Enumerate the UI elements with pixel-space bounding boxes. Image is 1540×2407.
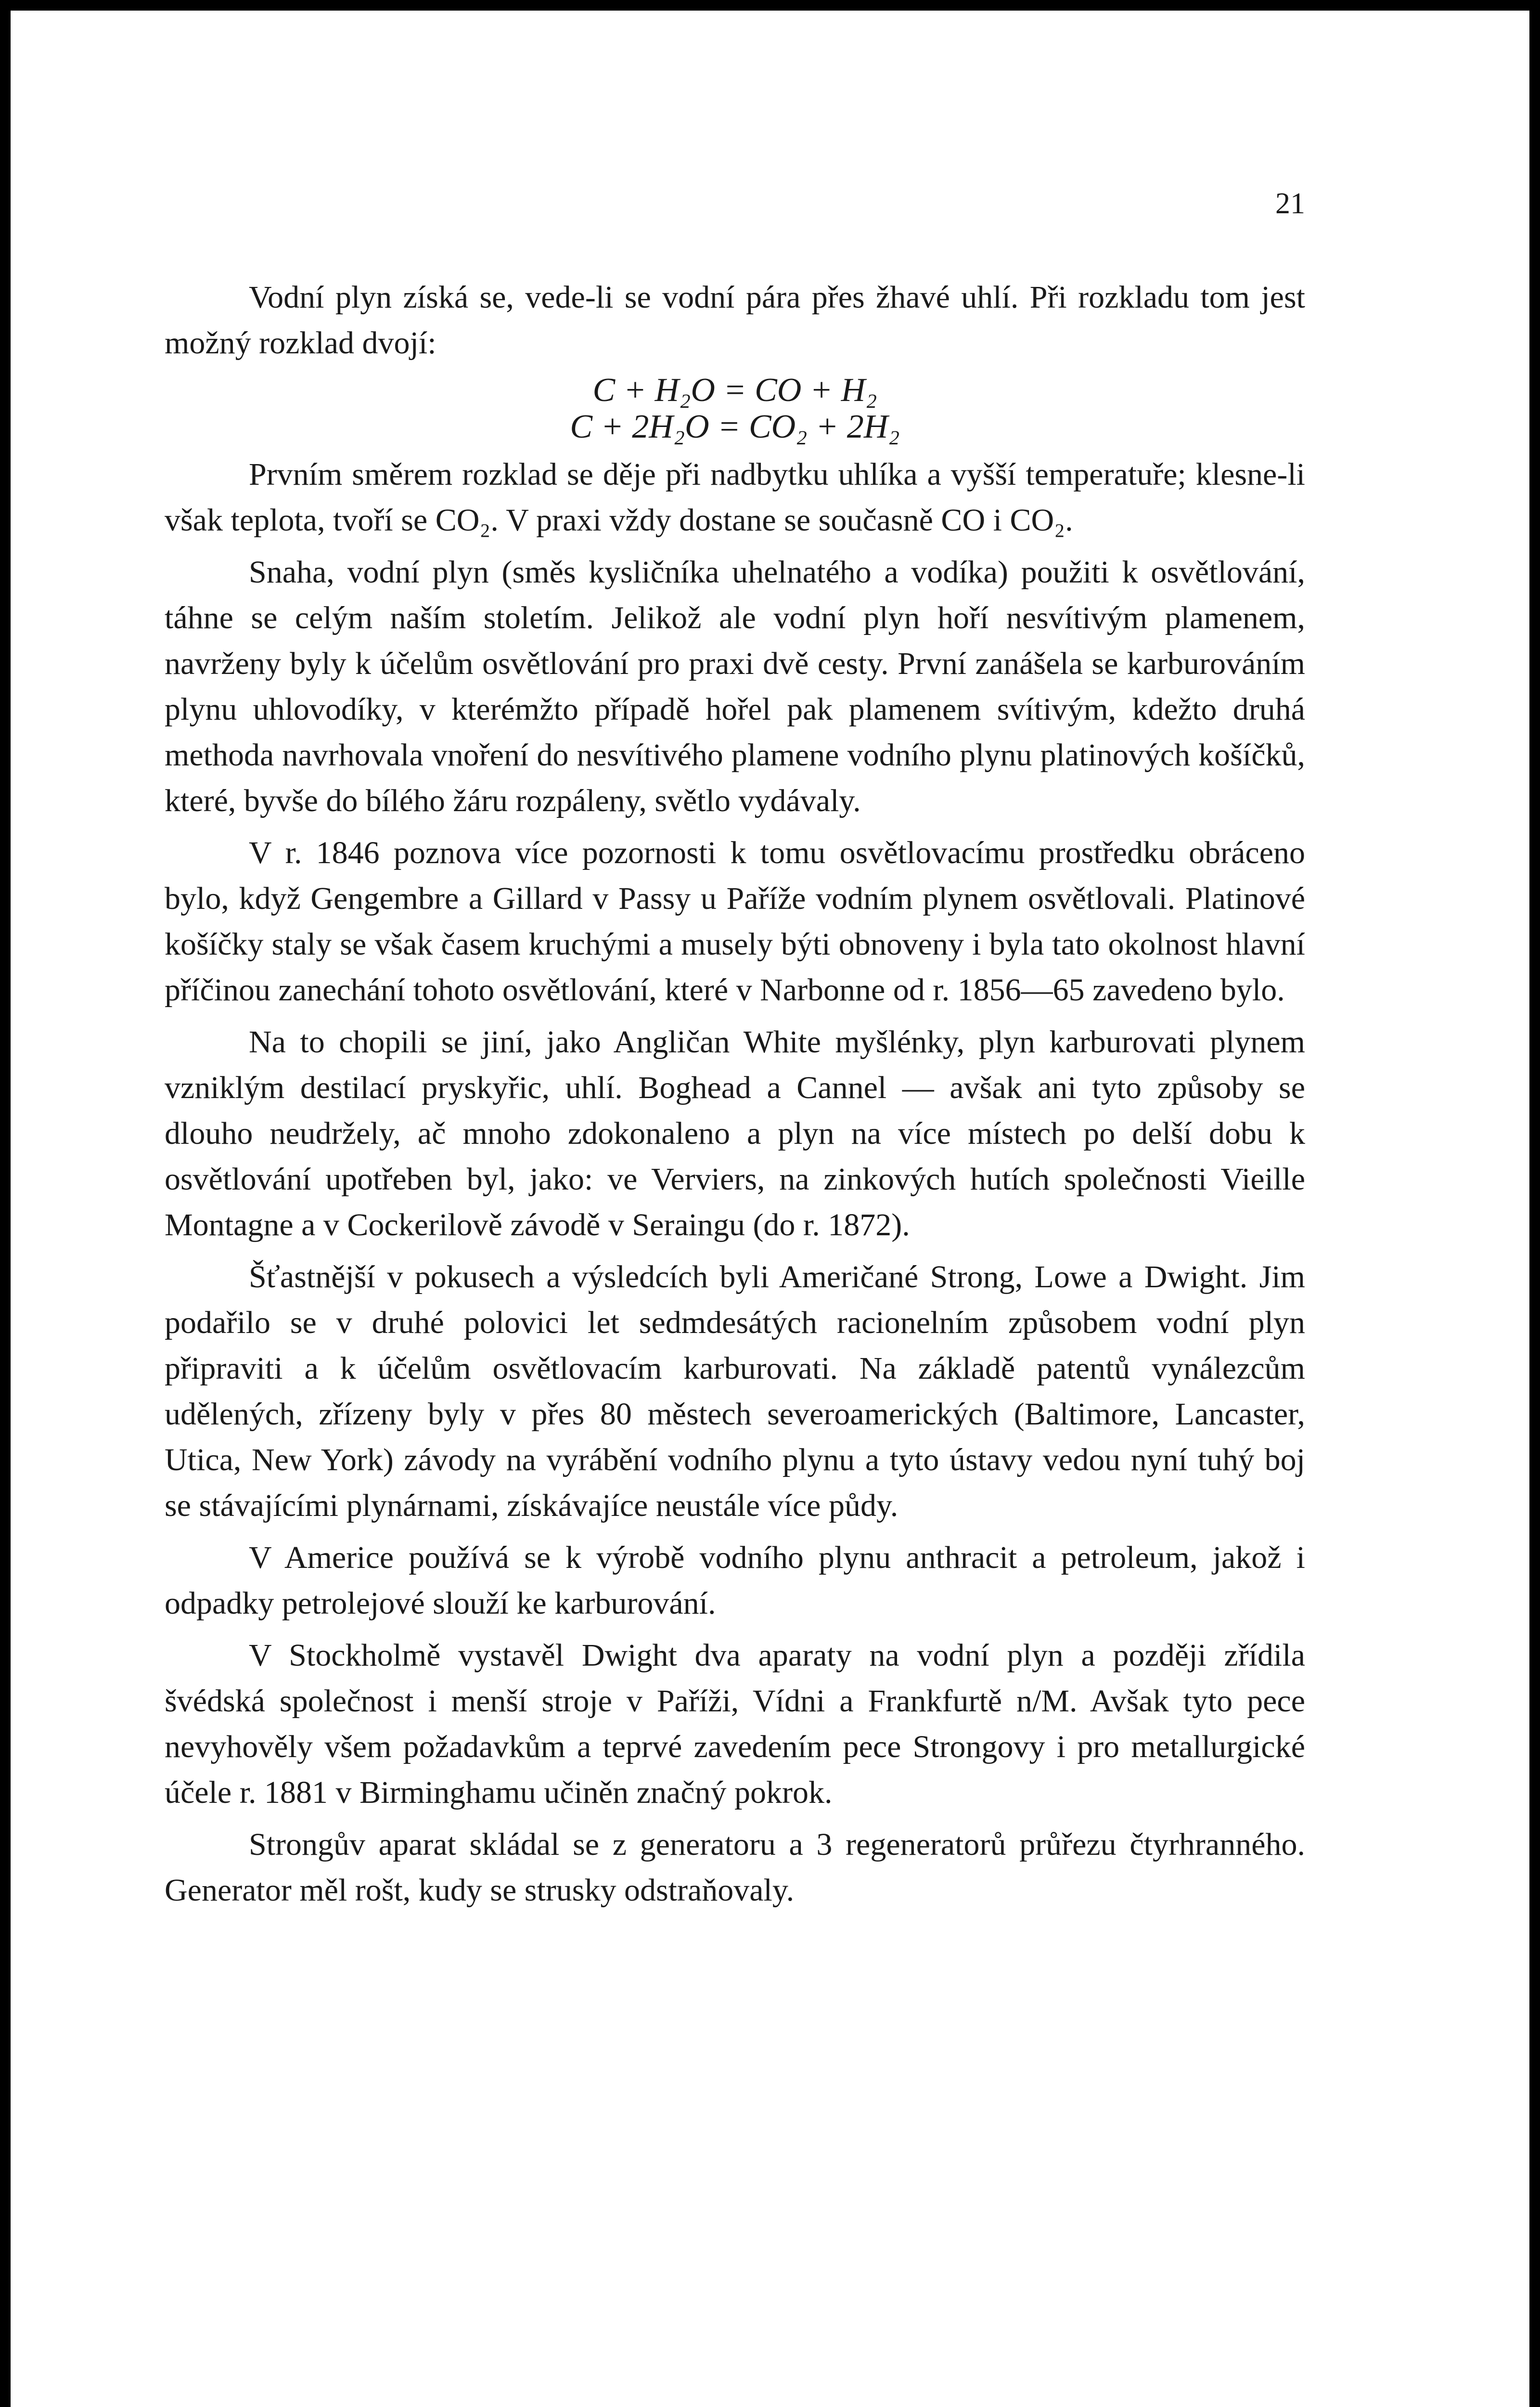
formula-line-2: C + 2H₂O = CO₂ + 2H₂	[570, 408, 900, 445]
paragraph-americans: Šťastnější v pokusech a výsledcích byli Američané Strong, Lowe a Dwight. Jim podařilo se v druhé polovici let sedmdesátých racionelním způsobem vodní plyn připraviti a k účelům osvětlovacím karburovati. Na základě patentů vynálezcům udělených, zřízeny byly v přes 80 městech severoamerických (Baltimore, Lancaster, Utica, New York) závody na vyrábění vodního plynu a tyto ústavy vedou nyní tuhý boj se stávajícími plynárnami, získávajíce neustále více půdy.	[165, 1259, 1305, 1523]
paragraph-strong-apparatus: Strongův aparat skládal se z generatoru a 3 regeneratorů průřezu čtyrhranného. Generator měl rošt, kudy se strusky odstraňovaly.	[165, 1827, 1305, 1908]
paragraph-decomposition: Prvním směrem rozklad se děje při nadbytku uhlíka a vyšší temperatuře; klesne-li však teplota, tvoří se CO₂. V praxi vždy dostane se současně CO i CO₂.	[165, 457, 1305, 538]
formula-line-1: C + H₂O = CO + H₂	[592, 372, 877, 409]
chemical-formulas	[165, 372, 1305, 445]
paragraph-lighting-efforts: Snaha, vodní plyn (směs kysličníka uhelnatého a vodíka) použiti k osvětlování, táhne se celým naším stoletím. Jelikož ale vodní plyn hoří nesvítivým plamenem, navrženy byly k účelům osvětlování pro praxi dvě cesty. První zanášela se karburováním plynu uhlovodíky, v kterémžto případě hořel pak plamenem svítivým, kdežto druhá methoda navrhovala vnoření do nesvítivého plamene vodního plynu platinových košíčků, které, byvše do bílého žáru rozpáleny, světlo vydávaly.	[165, 555, 1305, 818]
paragraph-1846: V r. 1846 poznova více pozornosti k tomu osvětlovacímu prostředku obráceno bylo, když Gengembre a Gillard v Passy u Paříže vodním plynem osvětlovali. Platinové košíčky staly se však časem kruchými a musely býti obnoveny i byla tato okolnost hlavní příčinou zanechání tohoto osvětlování, které v Narbonne od r. 1856—65 zavedeno bylo.	[165, 835, 1305, 1008]
body-text	[165, 274, 1305, 1919]
paragraph-carburation: Na to chopili se jiní, jako Angličan White myšlénky, plyn karburovati plynem vzniklým destilací pryskyřic, uhlí. Boghead a Cannel — avšak ani tyto způsoby se dlouho neudržely, ač mnoho zdokonaleno a plyn na více místech po delší dobu k osvětlování upotřeben byl, jako: ve Verviers, na zinkových hutích společnosti Vieille Montagne a v Cockerilově závodě v Seraingu (do r. 1872).	[165, 1024, 1305, 1242]
document-page	[11, 11, 1529, 2407]
paragraph-stockholm: V Stockholmě vystavěl Dwight dva aparaty na vodní plyn a později zřídila švédská společnost i menší stroje v Paříži, Vídni a Frankfurtě n/M. Avšak tyto pece nevyhověly všem požadavkům a teprvé zavedením pece Strongovy i pro metallurgické účele r. 1881 v Birminghamu učiněn značný pokrok.	[165, 1638, 1305, 1810]
paragraph-america-usage: V Americe používá se k výrobě vodního plynu anthracit a petroleum, jakož i odpadky petrolejové slouží ke karburování.	[165, 1540, 1305, 1621]
page-number: 21	[1275, 187, 1305, 220]
paragraph-water-gas-intro: Vodní plyn získá se, vede-li se vodní pára přes žhavé uhlí. Při rozkladu tom jest možný rozklad dvojí:	[165, 280, 1305, 361]
